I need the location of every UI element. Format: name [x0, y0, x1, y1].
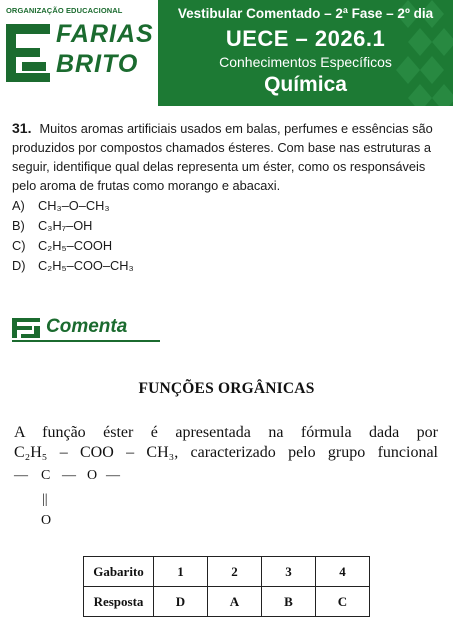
commentary-paragraph [14, 423, 438, 463]
oxygen-double-atom: O [41, 513, 52, 528]
exam-title: Vestibular Comentado – 2ª Fase – 2º dia [177, 6, 434, 21]
org-label: ORGANIZAÇÃO EDUCACIONAL [6, 6, 123, 15]
question-block [12, 119, 442, 276]
header-banner [158, 0, 453, 106]
comenta-logo [12, 316, 162, 342]
question-number: 31. [12, 120, 32, 136]
logo-word-brito: BRITO [56, 50, 139, 78]
table-row [84, 557, 370, 587]
option-formula: CH₃–O–CH₃ [38, 198, 110, 213]
bond-left: — [14, 468, 28, 483]
option-letter: C) [12, 238, 26, 253]
comenta-label: Comenta [46, 316, 128, 337]
oxygen-single-atom: O [87, 468, 98, 483]
option-b [12, 216, 442, 236]
answer-table [83, 556, 370, 617]
table-row [84, 587, 370, 617]
bond-right: — [106, 468, 120, 483]
comenta-underline [12, 340, 160, 342]
option-list [12, 196, 442, 276]
table-row-label: Gabarito [84, 557, 154, 587]
commentary-line-2: C₂H₅ – COO – CH₃, caracterizado pelo grupo funcional [14, 444, 438, 461]
table-cell: B [262, 587, 316, 617]
option-formula: C₂H₅–COO–CH₃ [38, 258, 134, 273]
table-cell: D [154, 587, 208, 617]
exam-subject: Química [264, 73, 347, 96]
table-cell: 4 [316, 557, 370, 587]
option-a [12, 196, 442, 216]
option-letter: D) [12, 258, 26, 273]
functional-group-structure [14, 468, 154, 538]
question-text: Muitos aromas artificiais usados em balas, perfumes e essências são produzidos por compostos chamados ésteres. Com base nas estruturas a seguir, identifique qual delas representa um éster, como os responsáveis pelo aroma de frutas como morango e abacaxi. [12, 121, 433, 193]
commentary-line-1: A função éster é apresentada na fórmula dada por [14, 424, 438, 441]
option-c [12, 236, 442, 256]
table-cell: 3 [262, 557, 316, 587]
exam-edition: UECE – 2026.1 [225, 26, 386, 51]
option-d [12, 256, 442, 276]
option-letter: A) [12, 198, 25, 213]
double-bond: || [42, 492, 48, 507]
farias-brito-logo [6, 6, 156, 86]
table-cell: C [316, 587, 370, 617]
option-letter: B) [12, 218, 25, 233]
logo-word-farias: FARIAS [56, 20, 154, 48]
carbon-atom: C [41, 468, 51, 483]
table-cell: A [208, 587, 262, 617]
exam-section: Conhecimentos Específicos [219, 54, 392, 70]
table-cell: 1 [154, 557, 208, 587]
table-row-label: Resposta [84, 587, 154, 617]
fb-monogram-icon [6, 18, 52, 84]
bond-middle: — [62, 468, 76, 483]
option-formula: C₃H₇–OH [38, 218, 93, 233]
question-statement [12, 119, 442, 195]
option-formula: C₂H₅–COOH [38, 238, 113, 253]
commentary-title: FUNÇÕES ORGÂNICAS [138, 380, 315, 397]
fb-small-icon [12, 318, 42, 338]
table-cell: 2 [208, 557, 262, 587]
